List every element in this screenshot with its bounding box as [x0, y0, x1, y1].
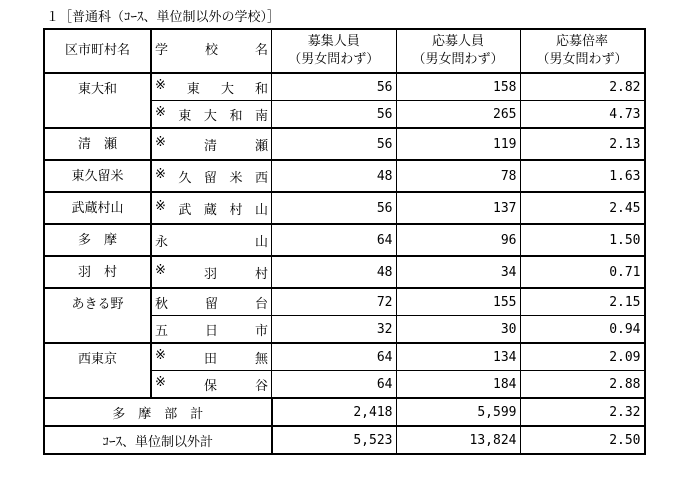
- table-row: [44, 160, 645, 192]
- application-table: [43, 28, 646, 455]
- school-name: [155, 375, 268, 394]
- total-recruit-cell: 2,418: [272, 398, 397, 426]
- school-name-char: 市: [254, 323, 268, 339]
- total-applicants-cell: 5,599: [396, 398, 520, 426]
- applicants-cell: 119: [396, 128, 520, 160]
- school-name-char: 村: [254, 266, 268, 282]
- school-name-char: 蔵: [203, 202, 217, 218]
- header-applicants-line2: （男女問わず）: [412, 52, 504, 67]
- header-school-char: 校: [204, 43, 218, 58]
- school-name: [155, 231, 268, 250]
- header-row: [44, 29, 645, 73]
- header-ratio-line1: 応募倍率: [555, 34, 608, 49]
- school-name-char: ※: [155, 104, 166, 120]
- school-name-char: 谷: [254, 378, 268, 394]
- area-cell: 羽 村: [44, 256, 151, 288]
- header-applicants: [396, 29, 520, 73]
- school-name-char: 田: [203, 351, 217, 367]
- total-recruit-cell: 5,523: [272, 426, 397, 454]
- school-cell: [151, 343, 272, 371]
- header-ratio: [520, 29, 645, 73]
- header-school-char: 学: [155, 43, 169, 58]
- recruit-cell: 72: [272, 288, 397, 316]
- school-name-char: ※: [155, 166, 166, 182]
- total-label: 多 摩 部 計: [44, 398, 272, 426]
- ratio-cell: 2.13: [520, 128, 645, 160]
- area-cell: 東大和: [44, 73, 151, 128]
- ratio-cell: 0.94: [520, 316, 645, 344]
- school-name-char: 瀬: [254, 138, 268, 154]
- header-recruit-line2: （男女問わず）: [288, 52, 380, 67]
- section-title: １［普通科（ｺｰｽ、単位制以外の学校）］: [46, 10, 281, 25]
- applicants-cell: 158: [396, 73, 520, 101]
- area-cell: 東久留米: [44, 160, 151, 192]
- header-school: [151, 29, 272, 73]
- applicants-cell: 34: [396, 256, 520, 288]
- total-row: [44, 426, 645, 454]
- school-name: [155, 348, 268, 367]
- total-label: ｺｰｽ、単位制以外計: [44, 426, 272, 454]
- table-row: [44, 224, 645, 256]
- school-name-char: 大: [203, 108, 217, 124]
- recruit-cell: 64: [272, 224, 397, 256]
- school-name: [155, 320, 268, 339]
- school-name-char: 和: [229, 108, 243, 124]
- total-row: [44, 398, 645, 426]
- school-name-char: 南: [254, 108, 268, 124]
- school-cell: [151, 128, 272, 160]
- school-name: [155, 105, 268, 124]
- school-cell: [151, 224, 272, 256]
- school-name-char: 久: [178, 170, 192, 186]
- school-cell: [151, 288, 272, 316]
- header-recruit-line1: 募集人員: [307, 34, 360, 49]
- ratio-cell: 4.73: [520, 101, 645, 129]
- school-name: [155, 167, 268, 186]
- table-row: [44, 288, 645, 316]
- school-name-char: 東: [178, 108, 192, 124]
- area-cell: あきる野: [44, 288, 151, 343]
- school-cell: [151, 256, 272, 288]
- recruit-cell: 64: [272, 343, 397, 371]
- school-name-char: 秋: [155, 296, 169, 312]
- table-row: [44, 192, 645, 224]
- school-name-char: ※: [155, 198, 166, 214]
- area-cell: 武蔵村山: [44, 192, 151, 224]
- school-name-char: ※: [155, 347, 166, 363]
- recruit-cell: 56: [272, 128, 397, 160]
- ratio-cell: 1.50: [520, 224, 645, 256]
- applicants-cell: 265: [396, 101, 520, 129]
- applicants-cell: 134: [396, 343, 520, 371]
- table-row: [44, 73, 645, 101]
- header-ratio-line2: （男女問わず）: [536, 52, 628, 67]
- school-name: [155, 199, 268, 218]
- school-name: [155, 263, 268, 282]
- applicants-cell: 137: [396, 192, 520, 224]
- school-name-char: 日: [204, 323, 218, 339]
- total-applicants-cell: 13,824: [396, 426, 520, 454]
- header-recruit: [272, 29, 397, 73]
- recruit-cell: 48: [272, 256, 397, 288]
- school-name-char: 米: [229, 170, 243, 186]
- school-name-char: 東: [186, 81, 200, 97]
- school-name: [155, 78, 268, 97]
- school-cell: [151, 192, 272, 224]
- school-name-char: 大: [220, 81, 234, 97]
- header-area: 区市町村名: [44, 29, 151, 73]
- school-name-char: 羽: [203, 266, 217, 282]
- school-name-char: 山: [254, 234, 268, 250]
- ratio-cell: 1.63: [520, 160, 645, 192]
- school-name-char: 保: [203, 378, 217, 394]
- recruit-cell: 56: [272, 73, 397, 101]
- table-row: [44, 256, 645, 288]
- header-applicants-line1: 応募人員: [431, 34, 484, 49]
- total-ratio-cell: 2.50: [520, 426, 645, 454]
- school-cell: [151, 371, 272, 399]
- school-name-char: ※: [155, 134, 166, 150]
- school-name-char: 山: [254, 202, 268, 218]
- school-cell: [151, 160, 272, 192]
- applicants-cell: 78: [396, 160, 520, 192]
- school-name-char: ※: [155, 262, 166, 278]
- table-row: [44, 343, 645, 371]
- school-name: [155, 293, 268, 312]
- applicants-cell: 30: [396, 316, 520, 344]
- school-name-char: ※: [155, 374, 166, 390]
- school-cell: [151, 73, 272, 101]
- ratio-cell: 2.82: [520, 73, 645, 101]
- ratio-cell: 2.09: [520, 343, 645, 371]
- recruit-cell: 48: [272, 160, 397, 192]
- area-cell: 西東京: [44, 343, 151, 398]
- area-cell: 多 摩: [44, 224, 151, 256]
- ratio-cell: 2.88: [520, 371, 645, 399]
- recruit-cell: 56: [272, 192, 397, 224]
- applicants-cell: 184: [396, 371, 520, 399]
- school-name-char: 西: [254, 170, 268, 186]
- header-school-char: 名: [254, 43, 268, 58]
- school-name-char: 武: [178, 202, 192, 218]
- school-name-char: ※: [155, 77, 166, 93]
- school-name-char: 留: [204, 296, 218, 312]
- recruit-cell: 32: [272, 316, 397, 344]
- recruit-cell: 64: [272, 371, 397, 399]
- area-cell: 清 瀬: [44, 128, 151, 160]
- school-name-char: 無: [254, 351, 268, 367]
- school-name-char: 留: [203, 170, 217, 186]
- ratio-cell: 2.45: [520, 192, 645, 224]
- school-cell: [151, 316, 272, 344]
- total-ratio-cell: 2.32: [520, 398, 645, 426]
- applicants-cell: 96: [396, 224, 520, 256]
- school-name-char: 永: [155, 234, 169, 250]
- ratio-cell: 0.71: [520, 256, 645, 288]
- school-name-char: 台: [254, 296, 268, 312]
- table-row: [44, 128, 645, 160]
- ratio-cell: 2.15: [520, 288, 645, 316]
- school-name-char: 清: [203, 138, 217, 154]
- school-cell: [151, 101, 272, 129]
- school-name: [155, 135, 268, 154]
- school-name-char: 和: [254, 81, 268, 97]
- applicants-cell: 155: [396, 288, 520, 316]
- recruit-cell: 56: [272, 101, 397, 129]
- school-name-char: 村: [229, 202, 243, 218]
- school-name-char: 五: [155, 323, 169, 339]
